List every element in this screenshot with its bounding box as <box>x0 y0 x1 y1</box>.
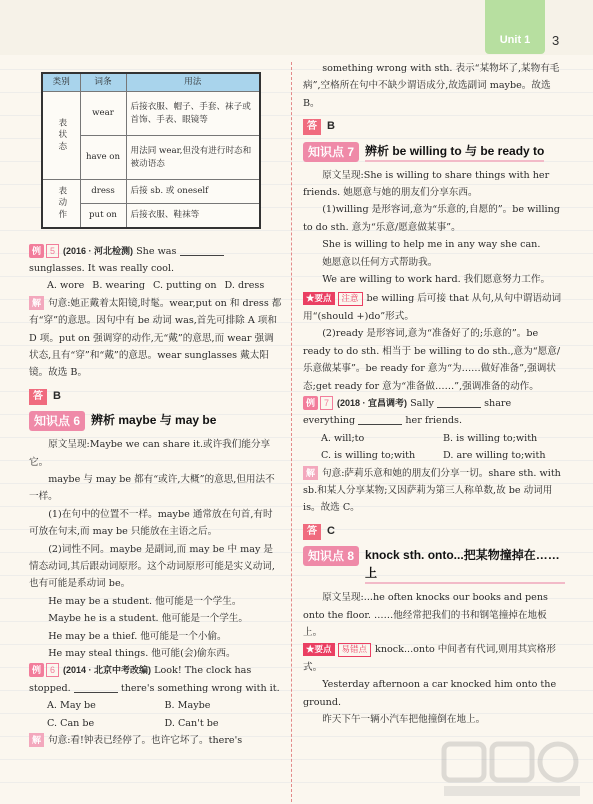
answer-value: C <box>327 524 335 537</box>
example-5-question <box>29 243 282 278</box>
question-text: Sally <box>410 397 434 409</box>
answer-blank <box>358 414 402 425</box>
explanation-tag: 解 <box>29 296 44 310</box>
knowledge-point-7 <box>303 142 565 162</box>
option: B. is willing to;with <box>443 432 538 444</box>
paragraph: (2)ready 是形容词,意为“准备好了的;乐意的”。be ready to do sth. 相当于 be willing to do sth.,意为“愿意/乐意做某事”。be ready for 意为“为……做好准备”,强调状态;get ready for 意为“准备做……”,强调准备的动作。 <box>303 328 561 392</box>
watermark-logo <box>440 738 585 800</box>
table-cell: put on <box>80 204 126 228</box>
answer-tag: 答 <box>303 524 321 540</box>
explanation <box>303 465 565 517</box>
example-tag: 例 <box>29 663 44 677</box>
table-cell: 后接衣服、鞋袜等 <box>126 204 260 228</box>
note-label: 易错点 <box>338 643 372 657</box>
answer-tag: 答 <box>29 389 47 405</box>
paragraph: maybe 与 may be 都有“或许,大概”的意思,但用法不一样。 <box>29 473 275 503</box>
page-number: 3 <box>552 33 560 48</box>
example-7-question <box>303 395 565 430</box>
answer <box>303 118 565 135</box>
example-number: 7 <box>320 396 333 410</box>
example-sentence: We are willing to work hard. 我们愿意努力工作。 <box>322 274 551 286</box>
example-sentence: 昨天下午一辆小汽车把他撞倒在地上。 <box>322 714 486 725</box>
example-source: (2016 · 河北检测) <box>63 245 134 256</box>
table-row <box>42 92 260 136</box>
answer-tag: 答 <box>303 119 321 135</box>
explanation-text: 句意:看!钟表已经停了。也许它坏了。there's <box>48 735 243 747</box>
paragraph: 原文呈现:She is willing to share things with her friends. 她愿意与她的朋友们分享东西。 <box>303 169 550 199</box>
option: B. wearing <box>92 280 146 292</box>
table-header: 用法 <box>126 73 260 92</box>
example-sentence: 她愿意以任何方式帮助我。 <box>322 256 438 268</box>
option: D. dress <box>224 280 265 292</box>
table-cell: 后接 sb. 或 oneself <box>126 180 260 204</box>
explanation <box>29 732 282 749</box>
options <box>29 697 282 732</box>
option: C. is willing to;with <box>321 450 416 462</box>
left-column <box>29 60 282 749</box>
example-sentence: Maybe he is a student. 他可能是一个学生。 <box>48 613 248 625</box>
knowledge-point-tag: 知识点 8 <box>303 546 359 566</box>
answer <box>29 388 282 405</box>
answer <box>303 523 565 540</box>
example-tag: 例 <box>303 396 318 410</box>
example-sentence: He may be a thief. 他可能是一个小偷。 <box>48 630 227 642</box>
note <box>303 290 565 325</box>
table-cell: have on <box>80 136 126 180</box>
example-source: (2018 · 宜昌调考) <box>337 397 408 408</box>
usage-table <box>41 72 261 229</box>
table-header: 词条 <box>80 73 126 92</box>
knowledge-point-8 <box>303 546 565 584</box>
table-header-row <box>42 73 260 92</box>
note-text: be willing 后可接 that 从句,从句中谓语动词用“(should +)do”形式。 <box>303 293 562 322</box>
knowledge-point-title: knock sth. onto...把某物撞掉在……上 <box>365 546 565 584</box>
option: A. wore <box>47 280 85 292</box>
table-cell: 用法同 wear,但没有进行时态和被动语态 <box>126 136 260 180</box>
option: C. putting on <box>153 280 217 292</box>
paragraph: (2)词性不同。maybe 是副词,而 may be 中 may 是情态动词,其后跟动词原形。这个动词原形可能是实义动词,也有可能是系动词 be。 <box>29 543 275 590</box>
option: B. Maybe <box>164 700 211 712</box>
question-text: her friends. <box>405 415 463 427</box>
answer-value: B <box>53 389 61 402</box>
example-sentence: He may be a student. 他可能是一个学生。 <box>48 595 242 607</box>
example-sentence: He may steal things. 他可能(会)偷东西。 <box>48 648 236 660</box>
explanation-tag: 解 <box>303 466 318 480</box>
note-label: 注意 <box>338 292 363 306</box>
knowledge-point-tag: 知识点 6 <box>29 411 85 431</box>
note-text: knock...onto 中间者有代词,则用其宾格形式。 <box>303 644 556 673</box>
note-tag: ★要点 <box>303 643 335 656</box>
example-tag: 例 <box>29 244 44 258</box>
explanation-tag: 解 <box>29 733 44 747</box>
table-cell: dress <box>80 180 126 204</box>
question-text: there's something wrong with it. <box>120 682 280 694</box>
option: D. are willing to;with <box>443 450 546 462</box>
column-divider <box>291 62 292 802</box>
paragraph: (1)在句中的位置不一样。maybe 通常放在句首,有时可放在句末,而 may be 只能放在主语之后。 <box>29 508 273 538</box>
option: A. will;to <box>321 432 365 444</box>
paragraph: 原文呈现:...he often knocks our books and pens onto the floor. ……他经常把我们的书和钢笔撞掉在地板上。 <box>303 592 548 638</box>
knowledge-point-title: 辨析 maybe 与 may be <box>91 413 217 428</box>
unit-tab: Unit 1 <box>485 0 545 54</box>
knowledge-point-tag: 知识点 7 <box>303 142 359 162</box>
paragraph: (1)willing 是形容词,意为“乐意的,自愿的”。be willing to do sth. 意为“乐意/愿意做某事”。 <box>303 204 560 233</box>
knowledge-point-title: 辨析 be willing to 与 be ready to <box>365 142 544 162</box>
example-sentence: She is willing to help me in any way she can. <box>322 239 541 251</box>
answer-blank <box>74 682 118 693</box>
paragraph: 原文呈现:Maybe we can share it.或许我们能分享它。 <box>29 439 271 468</box>
example-number: 6 <box>46 663 59 677</box>
table-row <box>42 180 260 204</box>
answer-blank <box>437 397 481 408</box>
table-cell: 后接衣服、帽子、手套、袜子或首饰、手表、眼镜等 <box>126 92 260 136</box>
table-group-cell: 表动作 <box>42 180 80 228</box>
question-text: share everything <box>303 397 512 427</box>
explanation-continued: something wrong with sth. 表示“某物坏了,某物有毛病”,空格所在句中不缺少谓语成分,故选副词 maybe。故选 B。 <box>303 63 560 109</box>
answer-blank <box>180 245 224 256</box>
example-sentence: Yesterday afternoon a car knocked him onto the ground. <box>303 679 557 708</box>
answer-value: B <box>327 120 335 133</box>
explanation-text: 句意:她正戴着太阳镜,时髦。wear,put on 和 dress 都有“穿”的意思。因句中有 be 动词 was,首先可排除 A 项和 D 项。put on 强调穿的动作,无“戴”的意思,而 wear 强调状态,且有“穿”和“戴”的意思。wear sunglasses 戴太阳镜。故选 B。 <box>29 297 282 379</box>
option: D. Can't be <box>164 717 219 729</box>
table-group-cell: 表状态 <box>42 92 80 180</box>
option: C. Can be <box>47 717 95 729</box>
example-source: (2014 · 北京中考改编) <box>63 665 152 676</box>
question-text: She was <box>136 245 177 257</box>
table-header: 类别 <box>42 73 80 92</box>
explanation <box>29 295 282 382</box>
options <box>29 277 282 294</box>
right-column <box>303 60 565 728</box>
example-number: 5 <box>46 244 59 258</box>
example-6-question <box>29 662 282 697</box>
table-cell: wear <box>80 92 126 136</box>
note-tag: ★要点 <box>303 292 335 305</box>
knowledge-point-6 <box>29 411 282 431</box>
question-text: sunglasses. It was really cool. <box>29 262 174 274</box>
question-text: Look! The clock has stopped. <box>29 665 252 694</box>
options <box>303 430 565 465</box>
option: A. May be <box>47 700 96 712</box>
note <box>303 641 565 676</box>
explanation-text: 句意:萨莉乐意和她的朋友们分享一切。share sth. with sb.和某人分享某物;又因萨莉为第三人称单数,故 be 动词用 is。故选 C。 <box>303 467 561 514</box>
